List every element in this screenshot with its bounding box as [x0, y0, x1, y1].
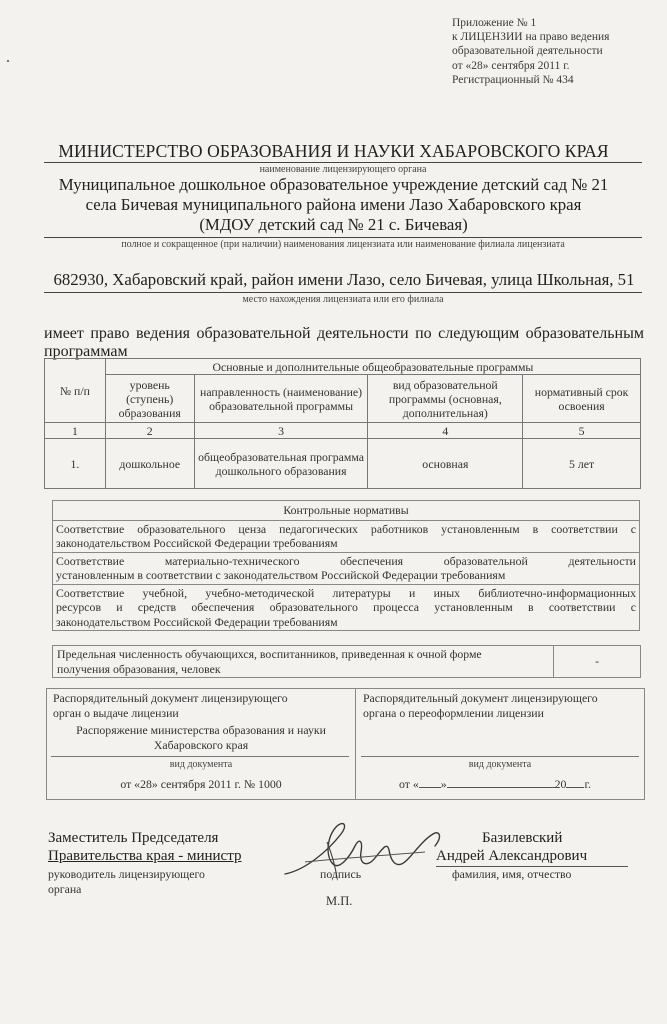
row-direction: общеобразовательная программа дошкольного образования [194, 439, 368, 489]
index-cell: 2 [105, 423, 194, 439]
table-row [45, 439, 641, 489]
order-reissue-caption: вид документа [468, 759, 532, 770]
group-header: Основные и дополнительные общеобразовательные программы [105, 359, 640, 375]
col-header-direction: направленность (наименование) образовательной программы [194, 375, 368, 423]
norm-text: установленным в соответствии с законодательством Российской Федерации требованиям [56, 568, 506, 582]
divider [361, 756, 639, 757]
appendix-line: к ЛИЦЕНЗИИ на право ведения [452, 31, 610, 44]
appendix-line: от «28» сентября 2011 г. [452, 59, 570, 72]
order-issue-caption: вид документа [169, 759, 233, 770]
divider [355, 689, 356, 799]
scan-dot [7, 60, 9, 62]
norm-text: законодательством Российской Федерации требованиям [56, 536, 338, 550]
licensee-line: (МДОУ детский сад № 21 с. Бичевая) [199, 215, 468, 234]
licensee-line: села Бичевая муниципального района имени Лазо Хабаровского края [85, 195, 582, 214]
appendix-header [452, 16, 657, 87]
row-num: 1. [45, 439, 106, 489]
blank-line [419, 777, 441, 788]
col-header-term: нормативный срок освоения [523, 375, 641, 423]
order-reissue-title [363, 691, 598, 720]
licensee-line: Муниципальное дошкольное образовательное учреждение детский сад № 21 [58, 175, 609, 194]
orders-box [46, 688, 645, 800]
appendix-line: Регистрационный № 434 [452, 73, 574, 86]
norm-text: Соответствие материально-технического обеспечения образовательной деятельности [56, 553, 636, 568]
capacity-label [53, 646, 554, 678]
signer-surname: Базилевский [482, 830, 563, 846]
blank-line [566, 777, 584, 788]
date-part: » [440, 777, 447, 791]
divider [44, 162, 642, 163]
order-title-line: органа о переоформлении лицензии [363, 705, 544, 720]
blank-line [447, 777, 555, 788]
capacity-value: - [554, 646, 641, 678]
date-part: г. [584, 777, 591, 791]
norm-text: Соответствие образовательного ценза педагогических работников установленным в соответствии с [56, 521, 636, 536]
index-cell: 1 [45, 423, 106, 439]
address-caption: место нахождения лицензиата или его филиала [242, 294, 444, 305]
rights-line: программам [44, 343, 128, 360]
caption-line: органа [48, 882, 82, 896]
row-level: дошкольное [105, 439, 194, 489]
programs-table [44, 358, 641, 489]
col-header-type: вид образовательной программы (основная, дополнительная) [368, 375, 523, 423]
appendix-line: Приложение № 1 [452, 17, 537, 29]
stamp-place: М.П. [326, 894, 353, 908]
index-cell: 4 [368, 423, 523, 439]
row-term: 5 лет [523, 439, 641, 489]
norm-text: ресурсов и средств обеспечения образовательного процесса установленным в соответствии с [56, 600, 636, 614]
name-caption: фамилия, имя, отчество [452, 867, 572, 881]
norm-item [53, 552, 640, 584]
order-doc-line: Хабаровского края [153, 738, 249, 752]
order-issue-title [53, 691, 288, 720]
norm-item [53, 584, 640, 631]
col-header-num: № п/п [45, 359, 106, 423]
norm-item [53, 520, 640, 552]
divider [51, 756, 349, 757]
divider [44, 292, 642, 293]
licensee-address: 682930, Хабаровский край, район имени Лазо, село Бичевая, улица Школьная, 51 [53, 270, 635, 289]
appendix-line: образовательной деятельности [452, 45, 603, 58]
rights-line: имеет право ведения образовательной деятельности по следующим образовательным [44, 325, 644, 342]
norm-text: законодательством Российской Федерации требованиям [56, 614, 338, 629]
control-norms-table [52, 500, 640, 631]
signer-name: Андрей Александрович [436, 848, 588, 864]
order-doc-line: Распоряжение министерства образования и науки [76, 723, 326, 737]
rights-statement [44, 325, 644, 361]
row-type: основная [368, 439, 523, 489]
date-part: 20 [554, 777, 567, 791]
index-cell: 3 [194, 423, 368, 439]
order-issue-document [47, 723, 355, 753]
norms-header: Контрольные нормативы [53, 501, 640, 521]
handwritten-signature [275, 812, 455, 887]
head-caption [48, 867, 205, 897]
licensing-authority-caption: наименование лицензирующего органа [259, 164, 427, 175]
licensee-name [0, 175, 667, 235]
signature-caption: подпись [320, 867, 362, 881]
order-title-line: Распорядительный документ лицензирующего [53, 691, 288, 705]
capacity-table [52, 645, 641, 678]
licensee-caption: полное и сокращенное (при наличии) наименования лицензиата или наименование филиала лицензиата [121, 239, 565, 250]
norm-text: Соответствие учебной, учебно-методической литературы и иных библиотечно-информационных [56, 585, 636, 600]
date-part: от « [399, 777, 419, 791]
caption-line: руководитель лицензирующего [48, 867, 205, 881]
order-issue-date: от «28» сентября 2011 г. № 1000 [120, 777, 282, 791]
order-reissue-date [399, 777, 591, 792]
divider [44, 237, 642, 238]
licensing-authority: МИНИСТЕРСТВО ОБРАЗОВАНИЯ И НАУКИ ХАБАРОВСКОГО КРАЯ [58, 141, 609, 161]
capacity-label-line: Предельная численность обучающихся, воспитанников, приведенная к очной форме [57, 647, 482, 661]
signer-position: Заместитель Председателя [48, 830, 219, 846]
capacity-label-line: получения образования, человек [57, 661, 221, 676]
signer-position: Правительства края - министр [48, 848, 242, 864]
index-cell: 5 [523, 423, 641, 439]
order-title-line: Распорядительный документ лицензирующего [363, 691, 598, 705]
col-header-level: уровень (ступень) образования [105, 375, 194, 423]
order-title-line: орган о выдаче лицензии [53, 705, 179, 720]
